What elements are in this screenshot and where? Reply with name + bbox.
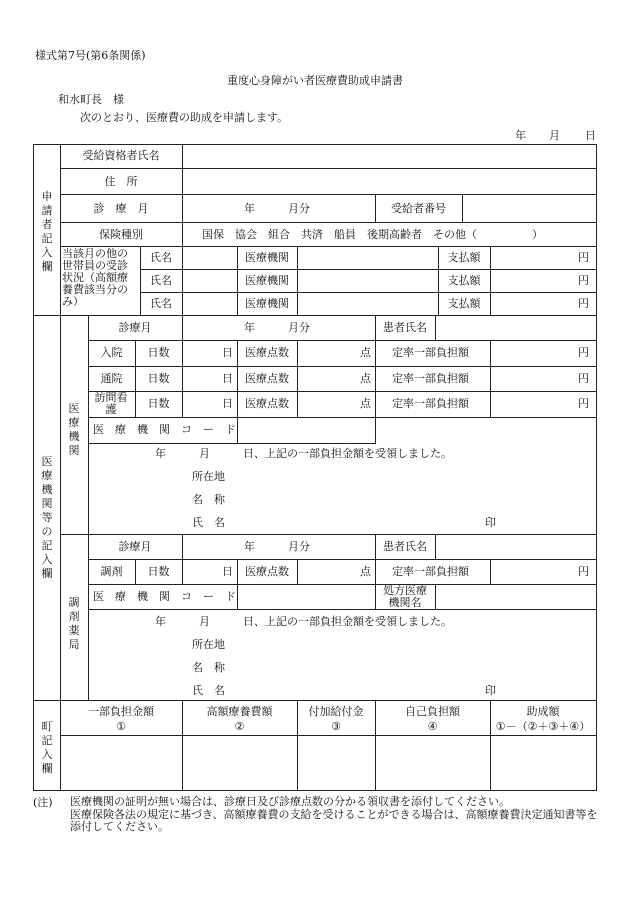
member-paid-label: 支払額 (447, 251, 481, 264)
date-year: 年 (515, 129, 526, 142)
notes-mark: (注) (33, 796, 53, 809)
recipient-number-label: 受給者番号 (391, 202, 446, 215)
pharmacy-points-label: 医療点数 (245, 565, 289, 578)
treatment-month-label: 診 療 月 (93, 202, 149, 215)
pharmacy-label: 調剤薬局 (68, 596, 80, 651)
town-col-label: 自己負担額 (405, 705, 460, 718)
member-institution-label: 医療機関 (245, 274, 289, 287)
addressee: 和水町長 様 (58, 93, 124, 106)
pharmacy-code-label: 医 療 機 関 コ ー ド (93, 590, 236, 603)
pharmacy-day-unit: 日 (222, 565, 233, 578)
member-paid-label: 支払額 (447, 297, 481, 310)
member-yen: 円 (578, 251, 589, 264)
row-type: 訪問看護 (94, 391, 128, 416)
row-yen: 円 (578, 372, 589, 385)
pharmacy-yen: 円 (578, 565, 589, 578)
pharmacy-receipt-text: 年 月 日、上記の一部負担金額を受領しました。 (155, 615, 452, 628)
member-institution-label: 医療機関 (245, 297, 289, 310)
member-name-label: 氏名 (150, 251, 172, 264)
date-month: 月 (549, 129, 560, 142)
clinic-treatment-month-label: 診療月 (118, 321, 152, 334)
town-col-label: 一部負担金額 (88, 705, 154, 718)
clinic-receipt-text: 年 月 日、上記の一部負担金額を受領しました。 (155, 447, 452, 460)
member-name-label: 氏名 (150, 297, 172, 310)
row-points-unit: 点 (360, 372, 371, 385)
row-type: 通院 (100, 372, 123, 385)
address-label: 住 所 (104, 175, 138, 188)
insurance-options: 国保 協会 組合 共済 船員 後期高齢者 その他（ ） (202, 228, 543, 241)
clinic-code-label: 医 療 機 関 コ ー ド (93, 423, 236, 436)
row-day-unit: 日 (222, 346, 233, 359)
medical-section-label: 医療機関等の記入欄 (41, 455, 53, 580)
intro-text: 次のとおり、医療費の助成を申請します。 (80, 111, 289, 124)
clinic-seal: 印 (485, 516, 496, 529)
row-points-label: 医療点数 (245, 397, 289, 410)
row-days-label: 日数 (147, 346, 170, 359)
town-col-num: ④ (427, 720, 438, 733)
row-yen: 円 (578, 397, 589, 410)
row-points-label: 医療点数 (245, 346, 289, 359)
row-days-label: 日数 (147, 372, 170, 385)
town-col-label: 助成額 (526, 705, 560, 718)
pharmacy-patient-label: 患者氏名 (383, 540, 427, 553)
clinic-location-label: 所在地 (192, 470, 225, 483)
row-day-unit: 日 (222, 397, 233, 410)
notes-line-1: 医療機関の証明が無い場合は、診療日及び診療点数の分かる領収書を添付してください。 (70, 795, 510, 808)
member-yen: 円 (578, 297, 589, 310)
pharmacy-name-label: 名 称 (192, 661, 225, 674)
form-number: 様式第7号(第6条関係) (35, 49, 146, 62)
row-points-label: 医療点数 (245, 372, 289, 385)
member-yen: 円 (578, 274, 589, 287)
clinic-year-month: 年 月分 (244, 321, 310, 334)
pharmacy-seal: 印 (485, 684, 496, 697)
prescriber-label: 処方医療機関名 (383, 584, 427, 609)
row-day-unit: 日 (222, 372, 233, 385)
clinic-person-label: 氏 名 (192, 516, 225, 529)
other-members-label: 当該月の他の世帯員の受診状況（高額療養費該当分のみ） (62, 247, 128, 308)
pharmacy-year-month: 年 月分 (244, 540, 310, 553)
row-yen: 円 (578, 346, 589, 359)
row-points-unit: 点 (360, 397, 371, 410)
town-col-num: ③ (331, 720, 341, 733)
member-name-label: 氏名 (150, 274, 172, 287)
town-col-num: ① (116, 720, 126, 733)
applicant-section-label: 申請者記入欄 (41, 190, 53, 273)
pharmacy-row-type: 調剤 (100, 565, 123, 578)
member-institution-label: 医療機関 (245, 251, 289, 264)
row-points-unit: 点 (360, 346, 371, 359)
clinic-label: 医療機関 (68, 402, 80, 457)
pharmacy-points-unit: 点 (360, 565, 371, 578)
town-col-label: 高額療養費額 (206, 705, 273, 718)
recipient-name-label: 受給資格者氏名 (82, 149, 160, 162)
town-col-num: ①－（②＋③＋④） (495, 720, 591, 733)
insurance-type-label: 保険種別 (99, 228, 143, 241)
town-section-label: 町記入欄 (41, 720, 53, 775)
row-copay-label: 定率一部負担額 (392, 346, 469, 359)
pharmacy-location-label: 所在地 (192, 638, 225, 651)
pharmacy-person-label: 氏 名 (192, 684, 225, 697)
row-days-label: 日数 (147, 397, 170, 410)
treatment-year-month: 年 月分 (244, 202, 310, 215)
row-type: 入院 (100, 346, 123, 359)
row-copay-label: 定率一部負担額 (392, 397, 469, 410)
date-day: 日 (585, 129, 596, 142)
form-title: 重度心身障がい者医療費助成申請書 (227, 74, 403, 87)
clinic-patient-label: 患者氏名 (383, 321, 427, 334)
pharmacy-treatment-month-label: 診療月 (118, 540, 152, 553)
pharmacy-copay-label: 定率一部負担額 (392, 565, 469, 578)
clinic-name-label: 名 称 (192, 493, 225, 506)
town-col-num: ② (234, 720, 245, 733)
row-copay-label: 定率一部負担額 (392, 372, 469, 385)
member-paid-label: 支払額 (447, 274, 481, 287)
notes-line-2: 医療保険各法の規定に基づき、高額療養費の支給を受けることができる場合は、高額療養費決定通知書等を添付してください。 (70, 808, 598, 833)
pharmacy-days-label: 日数 (147, 565, 170, 578)
town-col-label: 付加給付金 (308, 705, 364, 718)
